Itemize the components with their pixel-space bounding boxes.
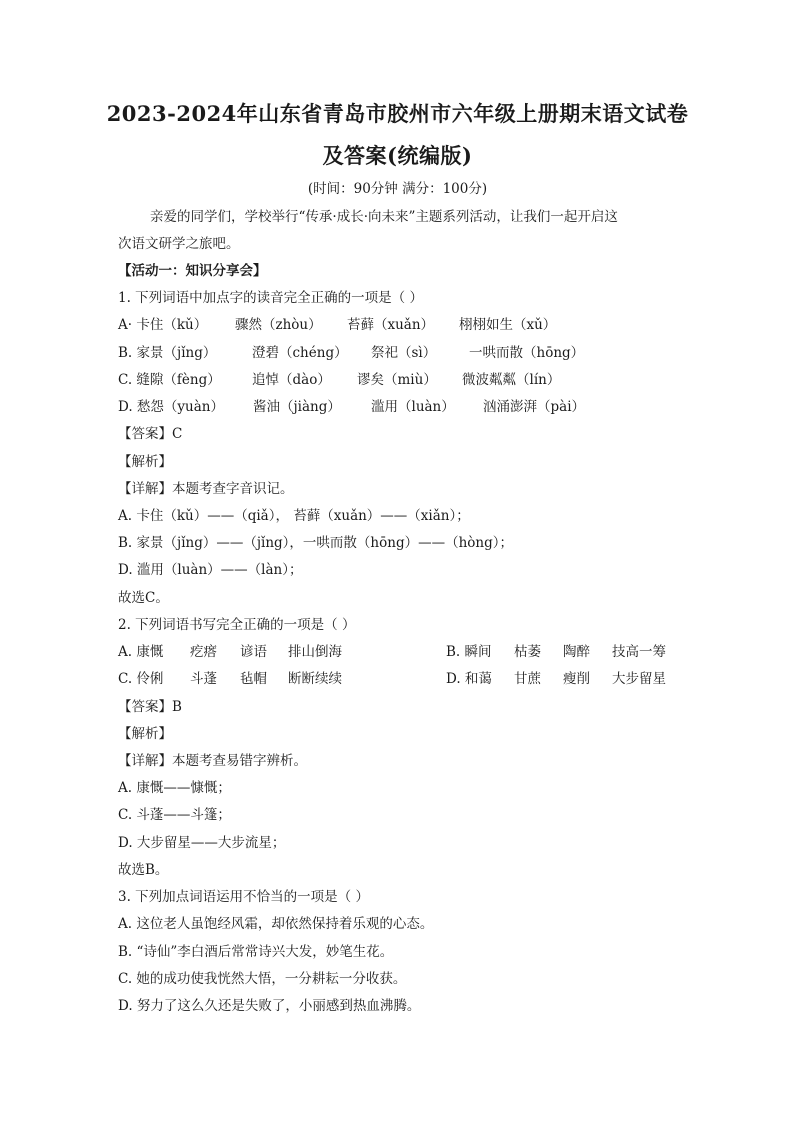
q2-option-a-1: A. 康慨 xyxy=(118,644,164,660)
q2-option-a-4: 排山倒海 xyxy=(288,644,342,660)
q1-option-c-3: 谬矣（miù） xyxy=(357,372,437,388)
q1-conclusion: 故选C。 xyxy=(118,590,169,606)
q1-option-a-4: 栩栩如生（xǔ） xyxy=(459,317,557,333)
q1-option-c-4: 微波粼粼（lín） xyxy=(462,372,561,388)
q3-option-b: B. “诗仙”李白酒后常常诗兴大发，妙笔生花。 xyxy=(118,944,394,960)
q1-detail-line-b: B. 家景（jǐng）——（jǐng），一哄而散（hōng）——（hòng）； xyxy=(118,535,513,551)
q1-option-d-1: D. 愁怨（yuàn） xyxy=(118,399,224,415)
q2-analysis-label: 【解析】 xyxy=(118,726,172,742)
q1-option-b-3: 祭祀（sì） xyxy=(371,345,437,361)
q2-detail-line-c: C. 斗蓬——斗篷； xyxy=(118,807,231,823)
q1-option-a-2: 骤然（zhòu） xyxy=(235,317,322,333)
document-title: 2023-2024年山东省青岛市胶州市六年级上册期末语文试卷 xyxy=(106,101,689,126)
q1-option-c-2: 追悼（dào） xyxy=(252,372,331,388)
q1-analysis-label: 【解析】 xyxy=(118,454,172,470)
q1-detail-line-d: D. 滥用（luàn）——（làn）； xyxy=(118,562,303,578)
intro-paragraph-line-1: 亲爱的同学们，学校举行“传承·成长·向未来”主题系列活动，让我们一起开启这 xyxy=(150,209,618,225)
q1-option-d-3: 滥用（luàn） xyxy=(371,399,455,415)
q2-option-d-3: 瘦削 xyxy=(563,671,590,687)
q1-option-c-1: C. 缝隙（fèng） xyxy=(118,372,221,388)
q3-option-a: A. 这位老人虽饱经风霜，却依然保持着乐观的心态。 xyxy=(118,916,434,932)
q1-option-a-3: 苔藓（xuǎn） xyxy=(347,317,435,333)
question-3-stem: 3. 下列加点词语运用不恰当的一项是（ ） xyxy=(118,889,369,905)
q2-option-a-2: 疙瘩 xyxy=(190,644,217,660)
q2-option-b-3: 陶醉 xyxy=(563,644,590,660)
q2-detail-line-d: D. 大步留星——大步流星； xyxy=(118,835,286,851)
q1-option-d-2: 酱油（jiàng） xyxy=(253,399,341,415)
q1-option-a-1: A· 卡住（kǔ） xyxy=(118,317,208,333)
q2-option-c-1: C. 伶俐 xyxy=(118,671,164,687)
q2-option-c-4: 断断续续 xyxy=(288,671,342,687)
q2-option-d-2: 甘蔗 xyxy=(514,671,541,687)
q2-option-b-2: 枯萎 xyxy=(514,644,541,660)
q2-option-a-3: 谚语 xyxy=(240,644,267,660)
intro-paragraph-line-2: 次语文研学之旅吧。 xyxy=(118,236,240,252)
q1-option-b-1: B. 家景（jǐng） xyxy=(118,345,217,361)
q2-option-b-4: 技高一筹 xyxy=(612,644,666,660)
question-1-stem: 1. 下列词语中加点字的读音完全正确的一项是（ ） xyxy=(118,290,423,306)
q2-option-b-1: B. 瞬间 xyxy=(446,644,492,660)
q2-option-d-1: D. 和蔼 xyxy=(446,671,492,687)
q2-detail-line-a: A. 康慨——慷慨； xyxy=(118,780,231,796)
q2-detail: 【详解】本题考查易错字辨析。 xyxy=(118,753,307,769)
q1-option-d-4: 汹涌澎湃（pài） xyxy=(483,399,586,415)
q1-option-b-4: 一哄而散（hōng） xyxy=(469,345,585,361)
q1-option-b-2: 澄碧（chéng） xyxy=(252,345,348,361)
q3-option-c: C. 她的成功使我恍然大悟，一分耕耘一分收获。 xyxy=(118,971,407,987)
q2-option-c-3: 毡帽 xyxy=(240,671,267,687)
document-subtitle: 及答案(统编版) xyxy=(322,143,473,168)
section-heading-activity1: 【活动一：知识分享会】 xyxy=(118,263,267,279)
question-2-stem: 2. 下列词语书写完全正确的一项是（ ） xyxy=(118,617,356,633)
q3-option-d: D. 努力了这么久还是失败了，小丽感到热血沸腾。 xyxy=(118,998,421,1014)
q1-detail: 【详解】本题考查字音识记。 xyxy=(118,481,294,497)
q2-option-d-4: 大步留星 xyxy=(612,671,666,687)
q2-answer: 【答案】B xyxy=(118,699,182,715)
q1-answer: 【答案】C xyxy=(118,426,183,442)
exam-meta: (时间：90分钟 满分：100分) xyxy=(307,181,488,197)
q1-detail-line-a: A. 卡住（kǔ）——（qiǎ）， 苔藓（xuǎn）——（xiǎn）； xyxy=(118,508,470,524)
q2-option-c-2: 斗蓬 xyxy=(190,671,217,687)
q2-conclusion: 故选B。 xyxy=(118,862,169,878)
